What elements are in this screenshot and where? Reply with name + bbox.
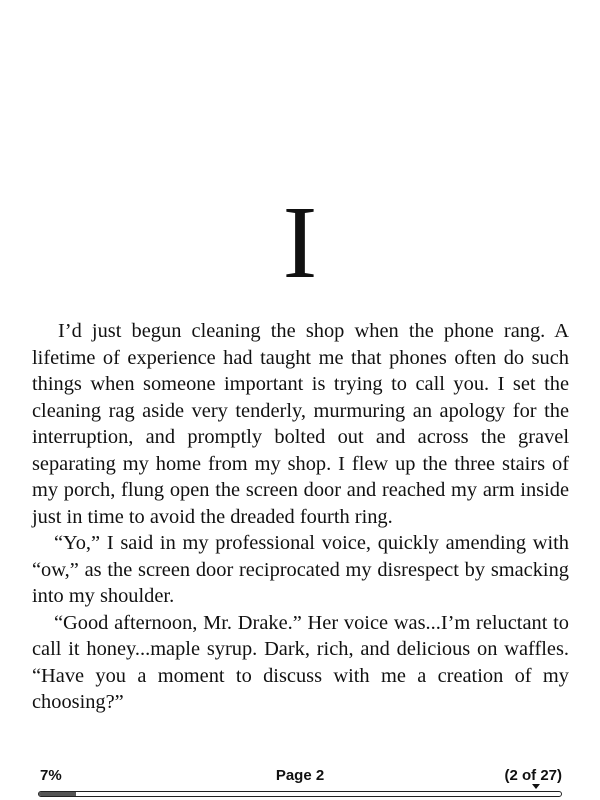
paragraph-3: “Good afternoon, Mr. Drake.” Her voice was...I’m reluctant to call it honey...maple syrup. Dark, rich, and delicious on waffles. “Have you a moment to discuss with me a creation of my choosing?” — [32, 611, 569, 713]
progress-marker-icon — [532, 784, 540, 789]
page-location: (2 of 27) — [504, 767, 562, 784]
page-number: Page 2 — [275, 767, 325, 784]
reading-text[interactable] — [32, 318, 569, 716]
chapter-number: I — [282, 185, 318, 300]
paragraph-1: I’d just begun cleaning the shop when the phone rang. A lifetime of experience had taught me that phones often do such things when someone important is trying to call you. I set the cleaning rag aside very tenderly, murmuring an apology for the interruption, and promptly bolted out and across the gravel separating my home from my shop. I flew up the three stairs of my porch, flung open the screen door and reached my arm inside just in time to avoid the dreaded fourth ring. — [32, 320, 569, 528]
reading-percent: 7% — [40, 767, 62, 784]
progress-bar-fill — [39, 792, 76, 796]
paragraph-2: “Yo,” I said in my professional voice, quickly amending with “ow,” as the screen door reciprocated my disrespect by smacking into my shoulder. — [32, 532, 569, 607]
reading-footer — [38, 765, 562, 787]
progress-bar[interactable] — [38, 791, 562, 797]
